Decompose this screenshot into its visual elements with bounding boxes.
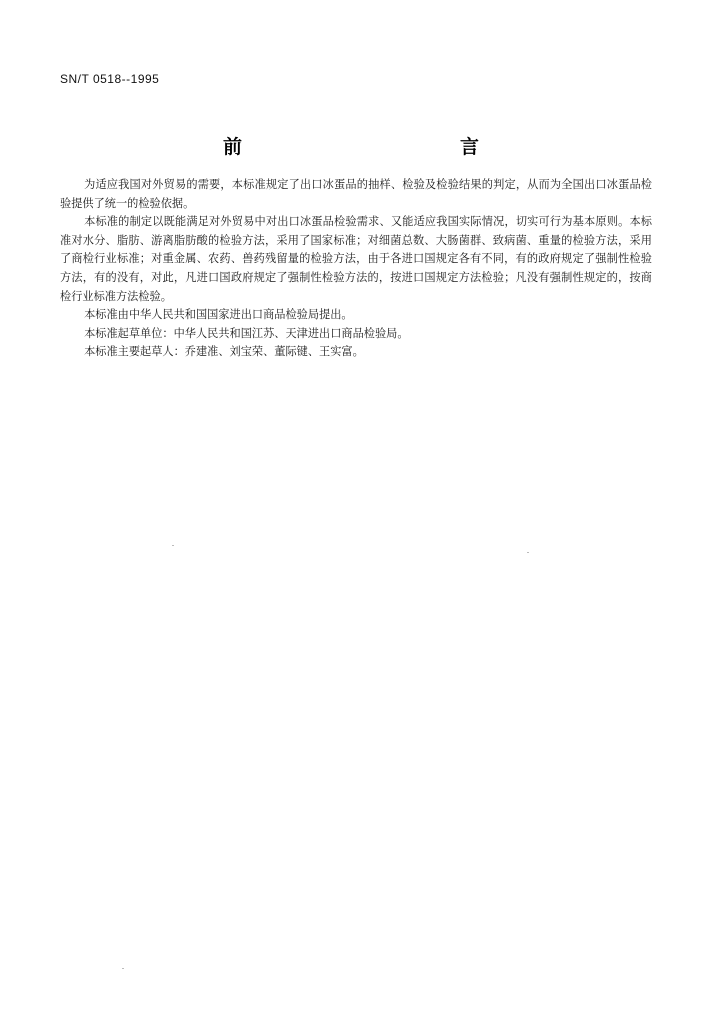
foreword-body	[60, 176, 652, 362]
section-title-foreword: 前 言	[222, 136, 539, 158]
scan-speck	[122, 968, 124, 969]
scan-speck	[527, 552, 529, 553]
paragraph-purpose: 为适应我国对外贸易的需要，本标准规定了出口冰蛋品的抽样、检验及检验结果的判定，从而为全国出口冰蛋品检验提供了统一的检验依据。	[60, 178, 652, 210]
paragraph-proposer: 本标准由中华人民共和国国家进出口商品检验局提出。	[84, 308, 353, 322]
paragraph-drafters: 本标准主要起草人：乔建准、刘宝荣、董际键、王实富。	[84, 345, 364, 359]
paragraph-principles: 本标准的制定以既能满足对外贸易中对出口冰蛋品检验需求、又能适应我国实际情况，切实可行为基本原则。本标准对水分、脂肪、游离脂肪酸的检验方法，采用了国家标准；对细菌总数、大肠菌群、致病菌、重量的检验方法，采用了商检行业标准；对重金属、农药、兽药残留量的检验方法，由于各进口国规定各有不同，有的政府规定了强制性检验方法，有的没有，对此，凡进口国政府规定了强制性检验方法的，按进口国规定方法检验；凡没有强制性规定的，按商检行业标准方法检验。	[60, 215, 652, 303]
standard-code: SN/T 0518--1995	[60, 72, 160, 86]
paragraph-drafting-unit: 本标准起草单位：中华人民共和国江苏、天津进出口商品检验局。	[84, 326, 409, 340]
scan-speck	[172, 545, 174, 546]
